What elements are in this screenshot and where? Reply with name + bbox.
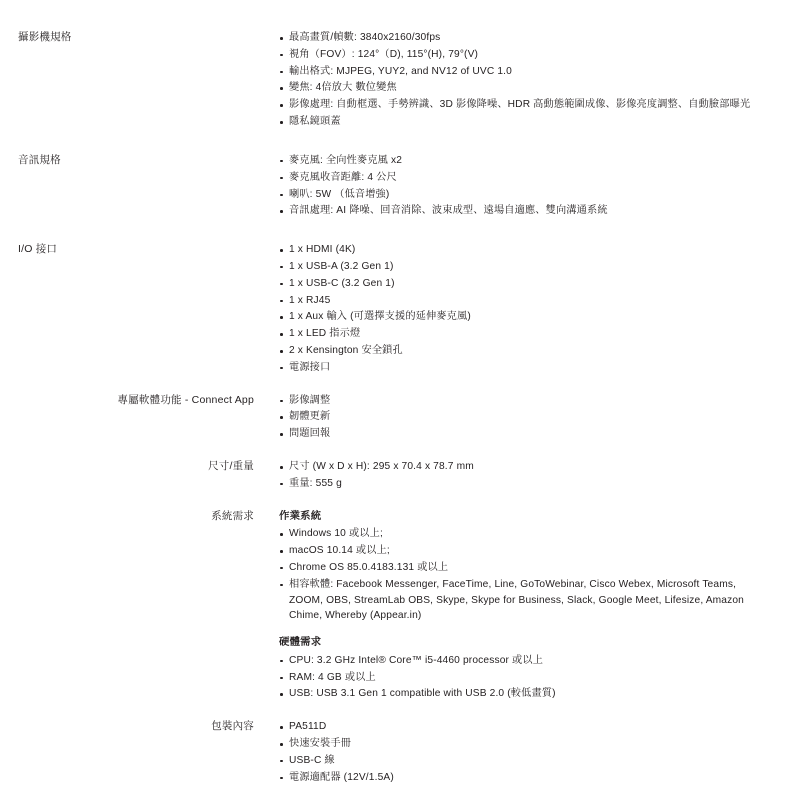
spec-row-dimension-weight [18, 459, 766, 493]
spec-row-audio-spec [18, 153, 766, 220]
spec-body-package-contents [268, 719, 766, 786]
list-item: 1 x Aux 輸入 (可選擇支援的延伸麥克風) [278, 309, 766, 325]
list-item: 喇叭: 5W （低音增強) [278, 187, 766, 203]
spec-label-audio-spec: 音訊規格 [18, 153, 61, 166]
list-item: 2 x Kensington 安全鎖孔 [278, 343, 766, 359]
spec-body-io-ports [268, 242, 766, 377]
list-item: 1 x USB-C (3.2 Gen 1) [278, 276, 766, 292]
spec-row-camera-spec [18, 30, 766, 131]
list-item: Chrome OS 85.0.4183.131 或以上 [278, 560, 766, 576]
spec-body-connect-app [268, 393, 766, 443]
subhead-label: 作業系統 [279, 510, 322, 522]
subhead-hardware-requirements [278, 635, 766, 702]
spec-row-package-contents [18, 719, 766, 786]
list-item: 影像處理: 自動框選、手勢辨識、3D 影像降噪、HDR 高動態範圍成像、影像亮度調整、自動臉部曝光 [278, 97, 766, 113]
list-item: 最高畫質/幀數: 3840x2160/30fps [278, 30, 766, 46]
subhead-label: 硬體需求 [279, 637, 322, 649]
list-item: 輸出格式: MJPEG, YUY2, and NV12 of UVC 1.0 [278, 64, 766, 80]
list-item: USB: USB 3.1 Gen 1 compatible with USB 2.0 (較低畫質) [278, 686, 766, 702]
list-item: 尺寸 (W x D x H): 295 x 70.4 x 78.7 mm [278, 459, 766, 475]
list-item: RAM: 4 GB 或以上 [278, 670, 766, 686]
list-item: 1 x RJ45 [278, 293, 766, 309]
spec-row-system-requirements [18, 509, 766, 704]
list-item: 1 x LED 指示燈 [278, 326, 766, 342]
list-item: CPU: 3.2 GHz Intel® Core™ i5-4460 processor 或以上 [278, 653, 766, 669]
bullet-list-operating-system [278, 526, 766, 624]
list-item: Windows 10 或以上; [278, 526, 766, 542]
list-item: 1 x HDMI (4K) [278, 242, 766, 258]
spec-label-io-ports: I/O 接口 [18, 243, 58, 256]
list-item: 麥克風: 全向性麥克風 x2 [278, 153, 766, 169]
list-item: macOS 10.14 或以上; [278, 543, 766, 559]
spec-row-io-ports [18, 242, 766, 377]
list-item: 電源接口 [278, 360, 766, 376]
spec-label-package-contents: 包裝內容 [211, 720, 254, 733]
list-item: 音訊處理: AI 降噪、回音消除、波束成型、遠場自適應、雙向溝通系統 [278, 203, 766, 219]
spec-label-dimension-weight: 尺寸/重量 [208, 460, 254, 473]
spec-row-connect-app [18, 393, 766, 443]
list-item: USB-C 線 [278, 753, 766, 769]
list-item: 變焦: 4倍放大 數位變焦 [278, 80, 766, 96]
subhead-operating-system [278, 509, 766, 624]
list-item: 1 x USB-A (3.2 Gen 1) [278, 259, 766, 275]
list-item: 問題回報 [278, 426, 766, 442]
list-item: PA511D [278, 719, 766, 735]
list-item: 影像調整 [278, 393, 766, 409]
list-item: 電源適配器 (12V/1.5A) [278, 770, 766, 786]
bullet-list-io-ports [278, 242, 766, 376]
bullet-list-connect-app [278, 393, 766, 442]
list-item: 視角（FOV）: 124°（D), 115°(H), 79°(V) [278, 47, 766, 63]
list-item-continuation: 隱私鏡頭蓋 [278, 114, 766, 130]
list-item: 重量: 555 g [278, 476, 766, 492]
spec-body-audio-spec [268, 153, 766, 220]
spec-label-system-requirements: 系統需求 [211, 509, 254, 522]
list-item: 韌體更新 [278, 409, 766, 425]
list-item: 麥克風收音距離: 4 公尺 [278, 170, 766, 186]
bullet-list-package-contents [278, 719, 766, 785]
spec-body-camera-spec [268, 30, 766, 131]
spec-body-dimension-weight [268, 459, 766, 493]
bullet-list-audio-spec [278, 153, 766, 219]
spec-body-system-requirements [268, 509, 766, 704]
spec-label-connect-app: 專屬軟體功能 - Connect App [117, 393, 254, 406]
bullet-list-dimension-weight [278, 459, 766, 492]
bullet-list-camera-spec [278, 30, 766, 130]
list-item: 相容軟體: Facebook Messenger, FaceTime, Line, GoToWebinar, Cisco Webex, Microsoft Teams, ZOOM, OBS, StreamLab OBS, Skype, Skype for Business, Slack, Google Meet, Lifesize, Amazon Chime, Whereby (Appear.in) [278, 577, 766, 624]
spec-label-camera-spec: 攝影機規格 [18, 31, 72, 43]
list-item: 快速安裝手冊 [278, 736, 766, 752]
bullet-list-hardware-requirements [278, 653, 766, 702]
